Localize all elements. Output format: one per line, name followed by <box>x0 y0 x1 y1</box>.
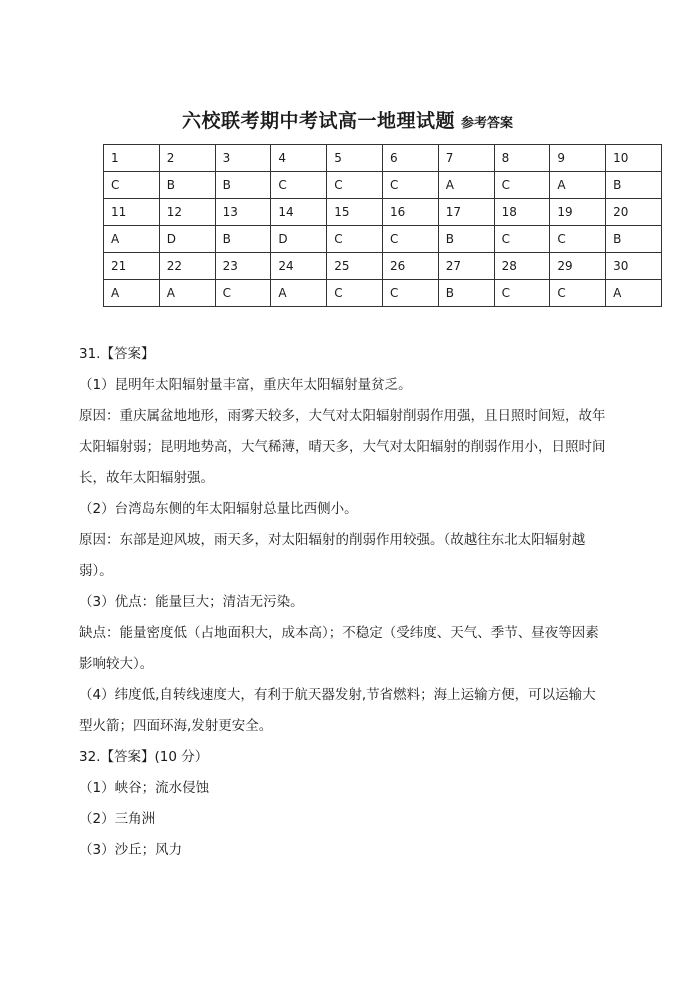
question-number-cell: 17 <box>438 199 494 226</box>
answer-cell: C <box>382 280 438 307</box>
answer-row <box>104 172 662 199</box>
question-number-cell: 8 <box>494 145 550 172</box>
question-number-cell: 20 <box>606 199 662 226</box>
answer-text-line: （2）三角洲 <box>79 811 156 827</box>
question-number-cell: 29 <box>550 253 606 280</box>
answer-text-line: 长，故年太阳辐射强。 <box>79 470 214 486</box>
answer-cell: A <box>438 172 494 199</box>
answer-table <box>103 144 662 307</box>
answer-cell: C <box>327 172 383 199</box>
question-number-cell: 12 <box>159 199 215 226</box>
question-number-cell: 18 <box>494 199 550 226</box>
answer-cell: C <box>327 226 383 253</box>
answer-cell: B <box>606 172 662 199</box>
answer-cell: A <box>606 280 662 307</box>
question-number-cell: 6 <box>382 145 438 172</box>
question-number-row <box>104 199 662 226</box>
answer-text-line: （4）纬度低,自转线速度大，有利于航天器发射,节省燃料；海上运输方便，可以运输大 <box>79 687 596 703</box>
question-number-cell: 28 <box>494 253 550 280</box>
answer-cell: D <box>271 226 327 253</box>
question-number-cell: 26 <box>382 253 438 280</box>
answer-text-line: （3）沙丘；风力 <box>79 842 183 858</box>
answer-cell: A <box>159 280 215 307</box>
answer-cell: B <box>606 226 662 253</box>
answer-cell: B <box>438 280 494 307</box>
answer-text-line: 型火箭；四面环海,发射更安全。 <box>79 718 273 734</box>
question-number-cell: 5 <box>327 145 383 172</box>
document-title-block <box>0 106 695 133</box>
answer-row <box>104 226 662 253</box>
answer-cell: C <box>494 280 550 307</box>
answer-cell: C <box>104 172 160 199</box>
answer-content <box>79 339 659 866</box>
question-number-cell: 14 <box>271 199 327 226</box>
question-number-cell: 2 <box>159 145 215 172</box>
question-number-cell: 25 <box>327 253 383 280</box>
answer-cell: C <box>215 280 271 307</box>
answer-cell: C <box>271 172 327 199</box>
question-number-cell: 19 <box>550 199 606 226</box>
question-number-cell: 10 <box>606 145 662 172</box>
answer-cell: B <box>159 172 215 199</box>
question-number-cell: 16 <box>382 199 438 226</box>
answer-cell: A <box>271 280 327 307</box>
answer-cell: C <box>550 280 606 307</box>
answer-text-line: 弱）。 <box>79 563 113 579</box>
question-number-cell: 9 <box>550 145 606 172</box>
question-number-row <box>104 145 662 172</box>
answer-cell: A <box>104 280 160 307</box>
answer-text-line: （3）优点：能量巨大；清洁无污染。 <box>79 594 304 610</box>
question-number-cell: 15 <box>327 199 383 226</box>
answer-cell: C <box>382 172 438 199</box>
answer-cell: C <box>382 226 438 253</box>
question-number-cell: 3 <box>215 145 271 172</box>
answer-cell: B <box>438 226 494 253</box>
answer-text-line: 原因：东部是迎风坡，雨天多，对太阳辐射的削弱作用较强。（故越往东北太阳辐射越 <box>79 532 586 548</box>
answer-cell: D <box>159 226 215 253</box>
question-number-cell: 11 <box>104 199 160 226</box>
document-subtitle: 参考答案 <box>461 116 514 131</box>
question-number-cell: 24 <box>271 253 327 280</box>
answer-cell: C <box>494 226 550 253</box>
document-title: 六校联考期中考试高一地理试题 <box>181 110 455 132</box>
question-number-cell: 22 <box>159 253 215 280</box>
answer-text-line: （2）台湾岛东侧的年太阳辐射总量比西侧小。 <box>79 501 358 517</box>
answer-text-line: 缺点：能量密度低（占地面积大，成本高）；不稳定（受纬度、天气、季节、昼夜等因素 <box>79 625 599 641</box>
answer-cell: A <box>104 226 160 253</box>
question-number-cell: 7 <box>438 145 494 172</box>
answer-text-line: 太阳辐射弱；昆明地势高，大气稀薄，晴天多，大气对太阳辐射的削弱作用小，日照时间 <box>79 439 606 455</box>
question-number-cell: 1 <box>104 145 160 172</box>
question-number-row <box>104 253 662 280</box>
question-number-cell: 23 <box>215 253 271 280</box>
answer-cell: B <box>215 226 271 253</box>
answer-cell: B <box>215 172 271 199</box>
answer-cell: C <box>327 280 383 307</box>
answer-text-line: 31.【答案】 <box>79 346 155 362</box>
question-number-cell: 13 <box>215 199 271 226</box>
answer-cell: C <box>550 226 606 253</box>
question-number-cell: 30 <box>606 253 662 280</box>
answer-text-line: （1）峡谷；流水侵蚀 <box>79 780 210 796</box>
question-number-cell: 27 <box>438 253 494 280</box>
answer-text-line: 原因：重庆属盆地地形，雨雾天较多，大气对太阳辐射削弱作用强，且日照时间短，故年 <box>79 408 606 424</box>
answer-row <box>104 280 662 307</box>
answer-cell: C <box>494 172 550 199</box>
answer-text-line: （1）昆明年太阳辐射量丰富，重庆年太阳辐射量贫乏。 <box>79 377 412 393</box>
answer-cell: A <box>550 172 606 199</box>
answer-text-line: 影响较大）。 <box>79 656 154 672</box>
question-number-cell: 21 <box>104 253 160 280</box>
answer-text-line: 32.【答案】(10 分） <box>79 749 209 765</box>
question-number-cell: 4 <box>271 145 327 172</box>
